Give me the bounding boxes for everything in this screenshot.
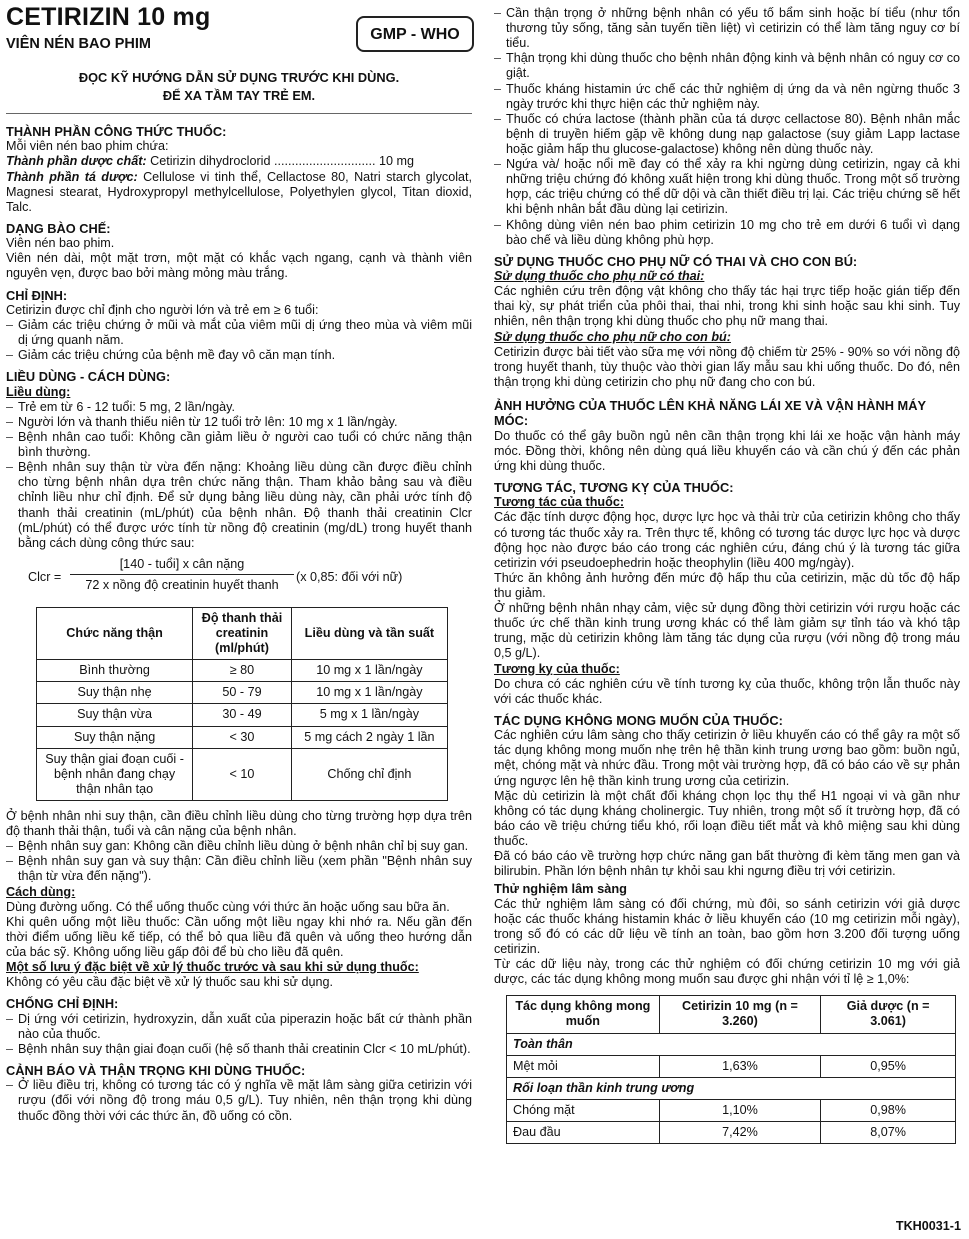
product-subtitle: VIÊN NÉN BAO PHIM — [6, 35, 152, 52]
dosage-heading: LIỀU DÙNG - CÁCH DÙNG: — [6, 369, 171, 385]
warning-line-1: ĐỌC KỸ HƯỚNG DẪN SỬ DỤNG TRƯỚC KHI DÙNG. — [78, 69, 400, 85]
formula-numerator: [140 - tuổi] x cân nặng — [70, 557, 294, 575]
right-column — [494, 6, 960, 1144]
dosage-form-heading: DẠNG BÀO CHẾ: — [6, 220, 111, 236]
table-group-label: Rối loạn thần kinh trung ương — [507, 1077, 956, 1099]
table-cell: < 10 — [193, 748, 292, 800]
table-row — [507, 1055, 956, 1077]
list-item: – Trẻ em từ 6 - 12 tuổi: 5 mg, 2 lần/ngày. — [6, 400, 472, 415]
formula-denominator: 72 x nồng độ creatinin huyết thanh — [85, 577, 279, 592]
list-item: – Ở liều điều trị, không có tương tác có ý nghĩa về mặt lâm sàng giữa cetirizin với rượu (đối với nồng độ trong máu 0,5 g/L). Tuy nhiên, nên thận trọng khi dùng thuốc đồng thời với các thức ăn, đồ uống có cồn. — [6, 1078, 472, 1123]
table-cell: Suy thận nặng — [37, 726, 193, 748]
warnings-heading: CẢNH BÁO VÀ THẬN TRỌNG KHI DÙNG THUỐC: — [6, 1062, 306, 1078]
pediatric-renal-note: Ở bệnh nhân nhi suy thận, cần điều chỉnh liều dùng cho từng trường hợp dựa trên độ thanh thải thận, tuổi và cân nặng của bệnh nhân. — [6, 808, 472, 839]
hepatic-list — [6, 839, 472, 884]
list-item: – Người lớn và thanh thiếu niên từ 12 tuổi trở lên: 10 mg x 1 lần/ngày. — [6, 415, 472, 430]
table-cell: 5 mg cách 2 ngày 1 lần — [291, 726, 447, 748]
table-cell: 1,63% — [659, 1055, 821, 1077]
table-cell: < 30 — [193, 726, 292, 748]
list-item: – Cần thận trọng ở những bệnh nhân có yếu tố bẩm sinh hoặc bí tiểu (như tổn thương tủy sống, tăng sản tuyến tiền liệt) vì cetirizin có thể làm tăng nguy cơ bí tiểu. — [494, 6, 960, 51]
lactation-subheading: Sử dụng thuốc cho phụ nữ cho con bú: — [494, 329, 731, 344]
table-cell: 1,10% — [659, 1099, 821, 1121]
read-instructions-warning — [6, 69, 472, 106]
active-label: Thành phần dược chất: — [6, 154, 147, 169]
pregnancy-text: Các nghiên cứu trên động vật không cho thấy tác hại trực tiếp hoặc gián tiếp đến thai kỳ, sự phát triển của phôi thai, thai nhi, trong khi sinh hoặc sau khi sinh. Tuy nhiên, nên thận trọng khi dùng thuốc cho phụ nữ mang thai. — [494, 284, 960, 329]
interactions-text-2: Thức ăn không ảnh hưởng đến mức độ hấp thu của cetirizin, mặc dù tốc độ hấp thu giảm. — [494, 570, 960, 600]
list-item: – Không dùng viên nén bao phim cetirizin 10 mg cho trẻ em dưới 6 tuổi vì dạng bào chế và liều dùng không phù hợp. — [494, 218, 960, 248]
table-header: Tác dụng không mong muốn — [507, 996, 660, 1033]
indications-list — [6, 318, 472, 363]
pregnancy-subheading: Sử dụng thuốc cho phụ nữ có thai: — [494, 269, 705, 284]
adverse-text-2: Mặc dù cetirizin là một chất đối kháng chọn lọc thụ thể H1 ngoại vi và gần như không có tác dụng kháng cholinergic. Tuy nhiên, trong một số ít trường hợp, đã có báo cáo về triệu chứng tiểu khó, rối loạn điều tiết mắt và khô miệng sau khi dùng thuốc. — [494, 788, 960, 848]
indications-intro: Cetirizin được chỉ định cho người lớn và trẻ em ≥ 6 tuổi: — [6, 302, 319, 317]
interactions-text-1: Các đặc tính dược động học, dược lực học và thải trừ của cetirizin không cho thấy có tương tác thuốc xảy ra. Trên thực tế, không có tương tác dược lực học và dược động học nào được báo cáo trong các nghiên cứu, đáng chú ý là tương tác giữa cetirizin với pseudoephedrin hoặc theophylin (liều 400 mg/ngày). — [494, 510, 960, 570]
table-cell: Bình thường — [37, 660, 193, 682]
clinical-trials-text-1: Các thử nghiệm lâm sàng có đối chứng, mù đôi, so sánh cetirizin với giả dược hoặc các thuốc kháng histamin khác ở liều khuyến cáo (10 mg cetirizin mỗi ngày), trong số đó có các dữ liệu về tính an toàn, bao gồm hơn 3.200 đối tượng uống cetirizin. — [494, 896, 960, 956]
dose-subheading: Liều dùng: — [6, 384, 71, 399]
table-cell: 10 mg x 1 lần/ngày — [291, 660, 447, 682]
table-row — [37, 704, 448, 726]
table-cell: 5 mg x 1 lần/ngày — [291, 704, 447, 726]
table-cell: 8,07% — [821, 1121, 956, 1143]
incompatibility-subheading: Tương kỵ của thuốc: — [494, 661, 620, 676]
table-group-row — [507, 1033, 956, 1055]
list-item: – Thận trọng khi dùng thuốc cho bệnh nhân động kinh và bệnh nhân có nguy cơ co giật. — [494, 51, 960, 81]
indications-heading: CHỈ ĐỊNH: — [6, 287, 68, 303]
list-item: – Bệnh nhân suy thận từ vừa đến nặng: Khoảng liều dùng cần được điều chỉnh cho từng bệnh nhân dựa trên chức năng thận. Tham khảo bảng sau và điều chỉnh liều như chỉ định. Để sử dụng bảng liều dùng này, cần phải ước tính độ thanh thải creatinin (mL/phút) của bệnh nhân. Độ thanh thải creatinin Clcr (mL/phút) có thể được ước tính từ nồng độ creatinin (mg/dL) trong huyết thanh bằng cách dùng công thức sau: — [6, 460, 472, 551]
list-item: – Bệnh nhân suy gan và suy thận: Cần điều chỉnh liều (xem phần "Bệnh nhân suy thận từ vừa đến nặng"). — [6, 854, 472, 884]
composition-intro: Mỗi viên nén bao phim chứa: — [6, 139, 169, 154]
adverse-text-1: Các nghiên cứu lâm sàng cho thấy cetirizin ở liều khuyến cáo có thể gây ra một số tác dụng không mong muốn nhẹ trên hệ thần kinh trung ương bao gồm: buồn ngủ, mệt, chóng mặt và nhức đầu. Trong một vài trường hợp, đã có báo cáo về sự phản ứng ngược lên hệ thần kinh trung ương của cetirizin. — [494, 728, 960, 788]
composition-heading: THÀNH PHẦN CÔNG THỨC THUỐC: — [6, 123, 227, 139]
contraindications-heading: CHỐNG CHỈ ĐỊNH: — [6, 996, 119, 1012]
clinical-trials-subheading: Thử nghiệm lâm sàng — [494, 881, 627, 897]
dose-list — [6, 400, 472, 551]
list-item: – Thuốc kháng histamin ức chế các thử nghiệm dị ứng da và nên ngừng thuốc 3 ngày trước khi thực hiện các thử nghiệm này. — [494, 82, 960, 112]
pregnancy-heading: SỬ DỤNG THUỐC CHO PHỤ NỮ CÓ THAI VÀ CHO CON BÚ: — [494, 253, 858, 269]
list-item: – Bệnh nhân suy gan: Không cần điều chỉnh liều dùng ở bệnh nhân chỉ bị suy gan. — [6, 839, 472, 854]
header-divider — [6, 113, 472, 114]
excipient-text: Cellulose vi tinh thể, Cellactose 80, Natri starch glycolat, Magnesi stearat, Hydroxypropyl methylcellulose, Polyethylen glycol, Titan dioxid, Talc. — [6, 169, 473, 214]
table-row — [37, 726, 448, 748]
table-cell: Suy thận nhẹ — [37, 682, 193, 704]
warning-line-2: ĐỂ XA TẦM TAY TRẺ EM. — [162, 88, 316, 104]
dosage-form-line-2: Viên nén dài, một mặt trơn, một mặt có khắc vạch ngang, cạnh và thành viên nguyên vẹn, được bao bởi màng mỏng màu trắng. — [6, 251, 472, 281]
adverse-heading: TÁC DỤNG KHÔNG MONG MUỐN CỦA THUỐC: — [494, 712, 783, 728]
table-group-row — [507, 1077, 956, 1099]
interactions-subheading: Tương tác của thuốc: — [494, 495, 625, 510]
table-cell: 10 mg x 1 lần/ngày — [291, 682, 447, 704]
formula-note: (x 0,85: đối với nữ) — [296, 569, 403, 584]
table-cell: Đau đầu — [507, 1121, 660, 1143]
left-column — [6, 4, 472, 1124]
contraindications-list — [6, 1012, 472, 1057]
usage-text: Dùng đường uống. Có thể uống thuốc cùng với thức ăn hoặc uống sau bữa ăn. — [6, 899, 450, 914]
table-cell: 30 - 49 — [193, 704, 292, 726]
clinical-trials-text-2: Từ các dữ liệu này, trong các thử nghiệm có đối chứng cetirizin 10 mg với giả dược, các tác dụng không mong muốn sau được ghi nhận với tỉ lệ ≥ 1,0%: — [494, 957, 960, 987]
excipient-label: Thành phần tá dược: — [6, 169, 138, 184]
table-cell: Suy thận vừa — [37, 704, 193, 726]
driving-heading: ẢNH HƯỞNG CỦA THUỐC LÊN KHẢ NĂNG LÁI XE VÀ VẬN HÀNH MÁY MÓC: — [494, 397, 926, 429]
adverse-effects-table — [506, 995, 956, 1144]
warnings-list-right — [494, 6, 960, 248]
table-row — [507, 1121, 956, 1143]
driving-text: Do thuốc có thể gây buồn ngủ nên cần thận trọng khi lái xe hoặc vận hành máy móc. Đồng thời, không nên dùng quá liều khuyến cáo và cần chú ý đến các phản ứng khi dùng thuốc. — [494, 428, 960, 473]
table-row — [507, 1099, 956, 1121]
table-cell: 0,95% — [821, 1055, 956, 1077]
table-row — [37, 748, 448, 800]
table-header: Giả dược (n = 3.061) — [821, 996, 956, 1033]
product-title: CETIRIZIN 10 mg — [6, 3, 211, 31]
adverse-text-3: Đã có báo cáo về trường hợp chức năng gan bất thường đi kèm tăng men gan và bilirubin. Phần lớn bệnh nhân tự khỏi sau khi ngưng điều trị với cetirizin. — [494, 849, 960, 879]
table-cell: Chống chỉ định — [291, 748, 447, 800]
interactions-heading: TƯƠNG TÁC, TƯƠNG KỴ CỦA THUỐC: — [494, 479, 734, 495]
table-row — [37, 682, 448, 704]
usage-subheading: Cách dùng: — [6, 884, 76, 899]
table-cell: ≥ 80 — [193, 660, 292, 682]
table-header-row — [37, 607, 448, 659]
list-item: – Bệnh nhân cao tuổi: Không cần giảm liều ở người cao tuổi có chức năng thận bình thường. — [6, 430, 472, 460]
clcr-formula — [6, 557, 472, 599]
lactation-text: Cetirizin được bài tiết vào sữa mẹ với nồng độ chiếm từ 25% - 90% so với nồng độ trong huyết thanh, tùy thuộc vào thời gian lấy mẫu sau khi uống thuốc. Do đó, nên thận trọng khi dùng cetirizin cho phụ nữ đang cho con bú. — [494, 344, 960, 389]
dosage-form-line-1: Viên nén bao phim. — [6, 236, 115, 251]
composition-excipients — [6, 170, 472, 215]
disposal-subheading: Một số lưu ý đặc biệt về xử lý thuốc trước và sau khi sử dụng thuốc: — [6, 960, 419, 975]
table-cell: Mệt mỏi — [507, 1055, 660, 1077]
table-header: Liều dùng và tần suất — [291, 607, 447, 659]
list-item: – Bệnh nhân suy thận giai đoạn cuối (hệ số thanh thải creatinin Clcr < 10 mL/phút). — [6, 1042, 472, 1057]
list-item: – Dị ứng với cetirizin, hydroxyzin, dẫn xuất của piperazin hoặc bất cứ thành phần nào của thuốc. — [6, 1012, 472, 1042]
warnings-list-left — [6, 1078, 472, 1123]
document-code: TKH0031-1 — [895, 1219, 961, 1233]
missed-dose-text: Khi quên uống một liều thuốc: Cần uống một liều ngay khi nhớ ra. Nếu gần đến thời điểm uống liều kế tiếp, có thể bỏ qua liều đã quên và uống theo hướng dẫn của bác sỹ. Không uống liều gấp đôi để bù cho liều đã quên. — [6, 914, 472, 959]
interactions-text-3: Ở những bệnh nhân nhạy cảm, việc sử dụng đồng thời cetirizin với rượu hoặc các thuốc ức chế thần kinh trung ương khác có thể làm giảm sự tỉnh táo và khó tập trung, mặc dù cetirizin không làm tăng tác dụng của rượu (với nồng độ trong máu 0,5 g/L). — [494, 601, 960, 661]
table-header: Cetirizin 10 mg (n = 3.260) — [659, 996, 821, 1033]
composition-active — [6, 154, 472, 169]
list-item: – Giảm các triệu chứng của bệnh mề đay vô căn mạn tính. — [6, 348, 472, 363]
list-item: – Ngứa và/ hoặc nổi mề đay có thể xảy ra khi ngừng dùng cetirizin, ngay cả khi những triệu chứng đó không xuất hiện trong khi dùng thuốc. Trong một số trường hợp, các triệu chứng có thể dữ dội và cần thiết điều trị lại. Các triệu chứng sẽ hết khi bệnh nhân bắt đầu dùng lại cetirizin. — [494, 157, 960, 217]
incompatibility-text: Do chưa có các nghiên cứu về tính tương kỵ của thuốc, không trộn lẫn thuốc này với các thuốc khác. — [494, 676, 960, 706]
formula-lhs: Clcr = — [28, 569, 62, 584]
table-header-row — [507, 996, 956, 1033]
list-item: – Thuốc có chứa lactose (thành phần của tá dược cellactose 80). Bệnh nhân mắc bệnh di truyền hiếm gặp về không dung nạp galactose (suy giảm Lapp lactase hoặc giảm hấp thu glucose-galactose) không nên dùng thuốc này. — [494, 112, 960, 157]
table-row — [37, 660, 448, 682]
table-cell: 50 - 79 — [193, 682, 292, 704]
table-header: Chức năng thận — [37, 607, 193, 659]
table-cell: Chóng mặt — [507, 1099, 660, 1121]
table-cell: 0,98% — [821, 1099, 956, 1121]
disposal-text: Không có yêu cầu đặc biệt về xử lý thuốc sau khi sử dụng. — [6, 975, 334, 990]
list-item: – Giảm các triệu chứng ở mũi và mắt của viêm mũi dị ứng theo mùa và viêm mũi dị ứng quanh năm. — [6, 318, 472, 348]
gmp-who-badge: GMP - WHO — [356, 16, 474, 52]
active-text: Cetirizin dihydroclorid ............................. 10 mg — [146, 154, 414, 169]
table-cell: Suy thận giai đoạn cuối - bệnh nhân đang chạy thận nhân tạo — [37, 748, 193, 800]
renal-dosing-table — [36, 607, 448, 801]
table-cell: 7,42% — [659, 1121, 821, 1143]
table-header: Độ thanh thải creatinin (ml/phút) — [193, 607, 292, 659]
table-group-label: Toàn thân — [507, 1033, 956, 1055]
